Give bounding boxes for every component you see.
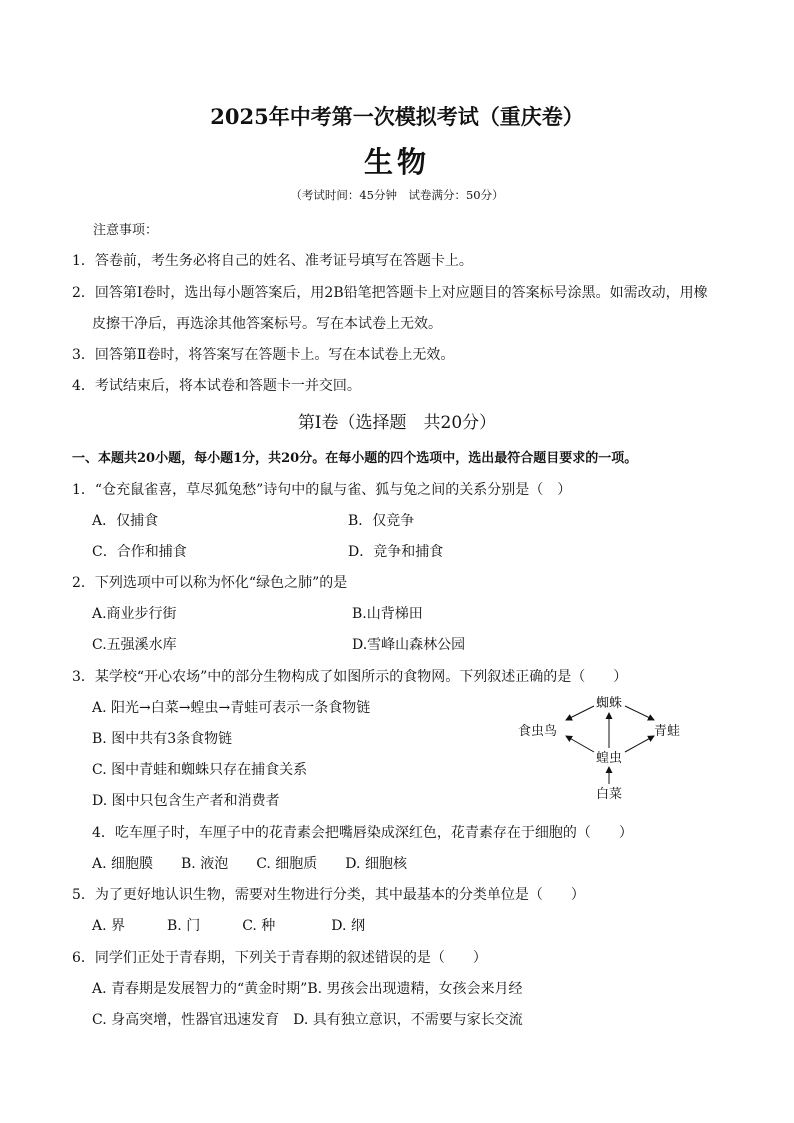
note-item-continuation: 皮擦干净后，再选涂其他答案标号。写在本试卷上无效。: [92, 316, 442, 332]
arrow-locust-to-bird: [566, 736, 594, 752]
option-a: A. 阳光→白菜→蝗虫→青蛙可表示一条食物链: [92, 700, 371, 716]
food-web-bird-label: 食虫鸟: [518, 724, 558, 739]
arrow-locust-to-frog: [625, 736, 654, 752]
option-c: C. 图中青蛙和蜘蛛只存在捕食关系: [92, 762, 308, 778]
exam-title: 2025年中考第一次模拟考试（重庆卷）: [210, 104, 584, 129]
question-stem: 4．吃车厘子时，车厘子中的花青素会把嘴唇染成深红色，花青素存在于细胞的（ ）: [92, 825, 633, 841]
food-web-locust-label: 蝗虫: [596, 751, 623, 766]
question-stem: 6．同学们正处于青春期，下列关于青春期的叙述错误的是（ ）: [72, 950, 487, 966]
food-web-cabbage-label: 白菜: [596, 787, 623, 802]
notes-heading: 注意事项：: [93, 223, 159, 238]
option-c: C．合作和捕食: [92, 544, 187, 560]
note-item: 4．考试结束后，将本试卷和答题卡一并交回。: [72, 378, 361, 394]
option-b: B.山背梯田: [352, 606, 423, 622]
option-b: B．仅竞争: [348, 513, 415, 529]
note-item: 2．回答第Ⅰ卷时，选出每小题答案后，用2B铅笔把答题卡上对应题目的答案标号涂黑。如需改动，用橡: [72, 285, 708, 301]
option-b: B. 图中共有3条食物链: [92, 731, 233, 747]
note-item: 1．答卷前，考生务必将自己的姓名、准考证号填写在答题卡上。: [72, 253, 473, 269]
question-stem: 5．为了更好地认识生物，需要对生物进行分类，其中最基本的分类单位是（ ）: [72, 887, 585, 903]
options-row: C. 身高突增，性器官迅速发育 D. 具有独立意识，不需要与家长交流: [92, 1012, 523, 1028]
options-row: A. 细胞膜 B. 液泡 C. 细胞质 D. 细胞核: [92, 856, 407, 872]
note-item: 3．回答第Ⅱ卷时，将答案写在答题卡上。写在本试卷上无效。: [72, 347, 455, 363]
option-d: D．竞争和捕食: [348, 544, 444, 560]
arrow-spider-to-frog: [625, 706, 654, 720]
option-a: A．仅捕食: [92, 513, 159, 529]
question-stem: 2．下列选项中可以称为怀化“绿色之肺”的是: [72, 575, 348, 591]
option-a: A.商业步行街: [92, 606, 177, 622]
option-c: C.五强溪水库: [92, 637, 177, 653]
arrow-spider-to-bird: [566, 706, 594, 720]
exam-info: （考试时间：45分钟 试卷满分：50分）: [290, 188, 504, 202]
question-stem: 3．某学校“开心农场”中的部分生物构成了如图所示的食物网。下列叙述正确的是（ ）: [72, 669, 628, 685]
food-web-diagram: [512, 690, 692, 805]
question-stem: 1．“仓充鼠雀喜，草尽狐兔愁”诗句中的鼠与雀、狐与兔之间的关系分别是（ ）: [72, 482, 572, 498]
section-instruction: 一、本题共20小题，每小题1分，共20分。在每小题的四个选项中，选出最符合题目要求的一项。: [72, 451, 638, 466]
options-row: A. 界 B. 门 C. 种 D. 纲: [92, 918, 365, 934]
options-row: A. 青春期是发展智力的“黄金时期”B. 男孩会出现遗精，女孩会来月经: [92, 981, 523, 997]
option-d: D. 图中只包含生产者和消费者: [92, 793, 280, 809]
section-title: 第Ⅰ卷（选择题 共20分）: [297, 413, 497, 433]
option-d: D.雪峰山森林公园: [352, 637, 466, 653]
subject-title: 生物: [363, 145, 430, 179]
food-web-spider-label: 蜘蛛: [596, 696, 623, 711]
food-web-frog-label: 青蛙: [654, 724, 681, 739]
